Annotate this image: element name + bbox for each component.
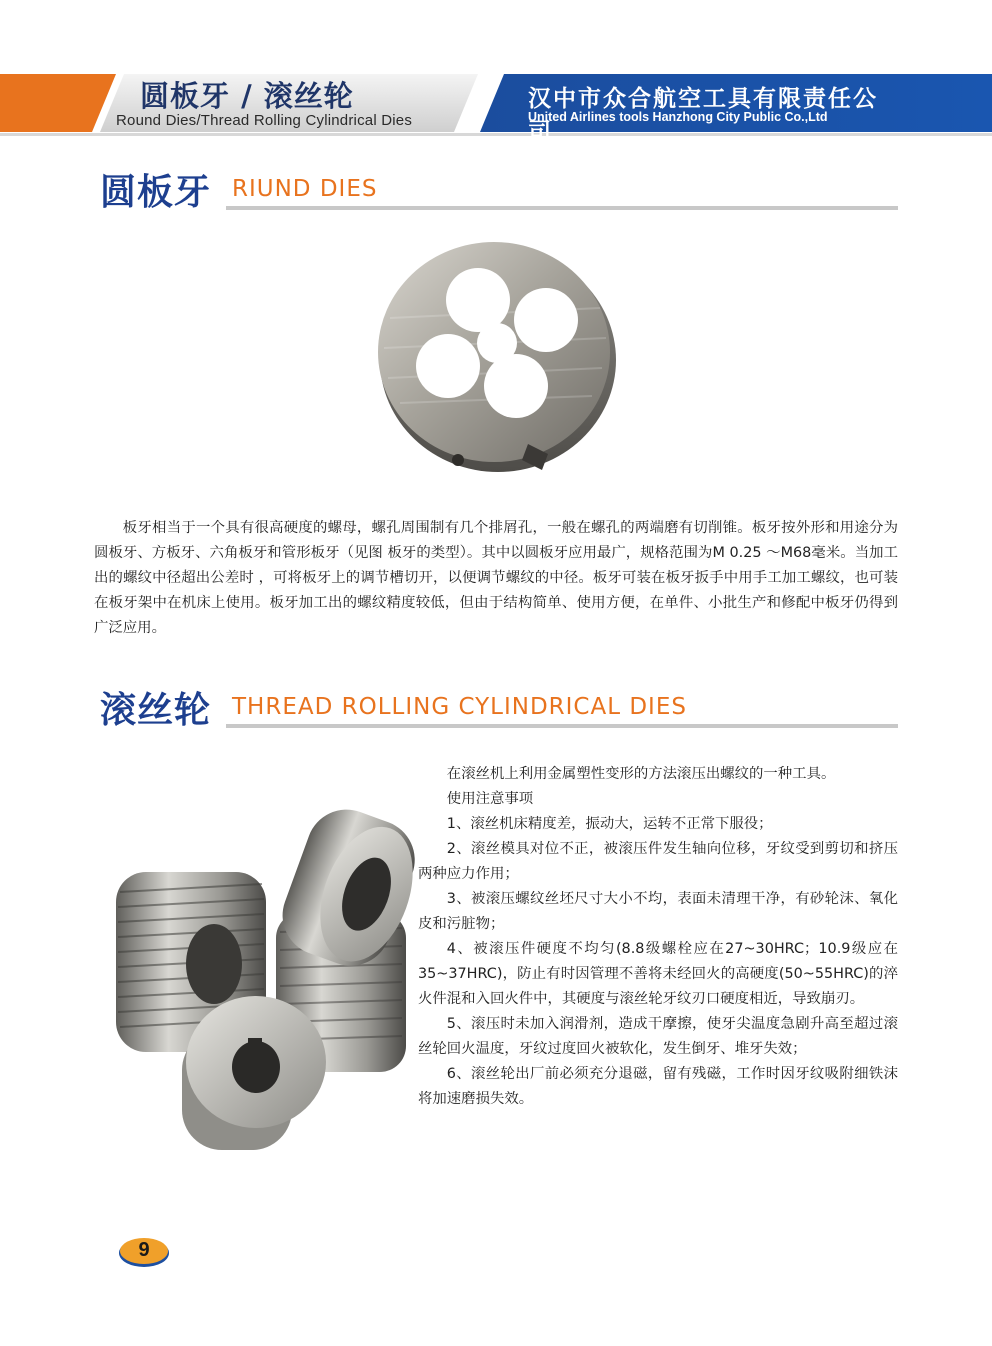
rolling-dies-intro: 在滚丝机上利用金属塑性变形的方法滚压出螺纹的一种工具。 [446,766,836,782]
company-name-cn: 汉中市众合航空工具有限责任公司 [528,85,878,145]
header-title-cn: 圆板牙 / 滚丝轮 [140,79,354,113]
round-dies-paragraph: 板牙相当于一个具有很高硬度的螺母，螺孔周围制有几个排屑孔，一般在螺孔的两端磨有切削锥。板牙按外形和用途分为圆板牙、方板牙、六角板牙和管形板牙（见图 板牙的类型）。其中以圆板牙应用最广，规格范围为M 0.25 ～M68毫米。当加工出的螺纹中径超出公差时 ，可将板牙上的调节槽切开，以便调节螺纹的中径。板牙可装在板牙扳手中用手工加工螺纹，也可装在板牙架中在机床上使用。板牙加工出的螺纹精度较低，但由于结构简单、使用方便，在单件、小批生产和修配中板牙仍得到广泛应用。 [94,520,898,636]
section-title-en: THREAD ROLLING CYLINDRICAL DIES [232,694,687,720]
page-number: 9 [138,1239,150,1261]
section-title-cn: 圆板牙 [100,172,212,213]
note-item-4: 4、被滚压件硬度不均匀(8.8级螺栓应在27~30HRC；10.9级应在35~37HRC)，防止有时因管理不善将未经回火的高硬度(50~55HRC)的淬火件混和入回火件中，其硬度与滚丝轮牙纹刃口硬度相近，导致崩刃。 [418,941,898,1007]
section-heading-round-dies [100,164,900,214]
section-rule [226,724,898,728]
note-item-3: 3、被滚压螺纹丝坯尺寸大小不均，表面未清理干净，有砂轮沫、氧化皮和污脏物； [418,891,898,932]
section1-body [94,516,898,641]
section-title-cn: 滚丝轮 [100,690,212,731]
section-heading-rolling-dies [100,682,900,732]
round-die-image [370,238,630,478]
page-number-badge [118,1236,170,1268]
section-rule [226,206,898,210]
note-item-1: 1、滚丝机床精度差，振动大，运转不正常下服役； [446,816,773,832]
section-title-en: RIUND DIES [232,176,378,202]
note-item-2: 2、滚丝模具对位不正，被滚压件发生轴向位移，牙纹受到剪切和挤压两种应力作用； [418,841,898,882]
header-title-en: Round Dies/Thread Rolling Cylindrical Dies [116,112,413,129]
header-banner [0,0,992,145]
note-item-5: 5、滚压时未加入润滑剂，造成干摩擦，使牙尖温度急剧升高至超过滚丝轮回火温度，牙纹过度回火被软化，发生倒牙、堆牙失效； [418,1016,898,1057]
thread-rolling-dies-image [96,792,416,1172]
company-name-en: United Airlines tools Hanzhong City Public Co.,Ltd [528,110,828,124]
notes-title: 使用注意事项 [446,791,534,807]
note-item-6: 6、滚丝轮出厂前必须充分退磁，留有残磁，工作时因牙纹吸附细铁沫将加速磨损失效。 [418,1066,898,1107]
section2-body [418,762,898,1112]
